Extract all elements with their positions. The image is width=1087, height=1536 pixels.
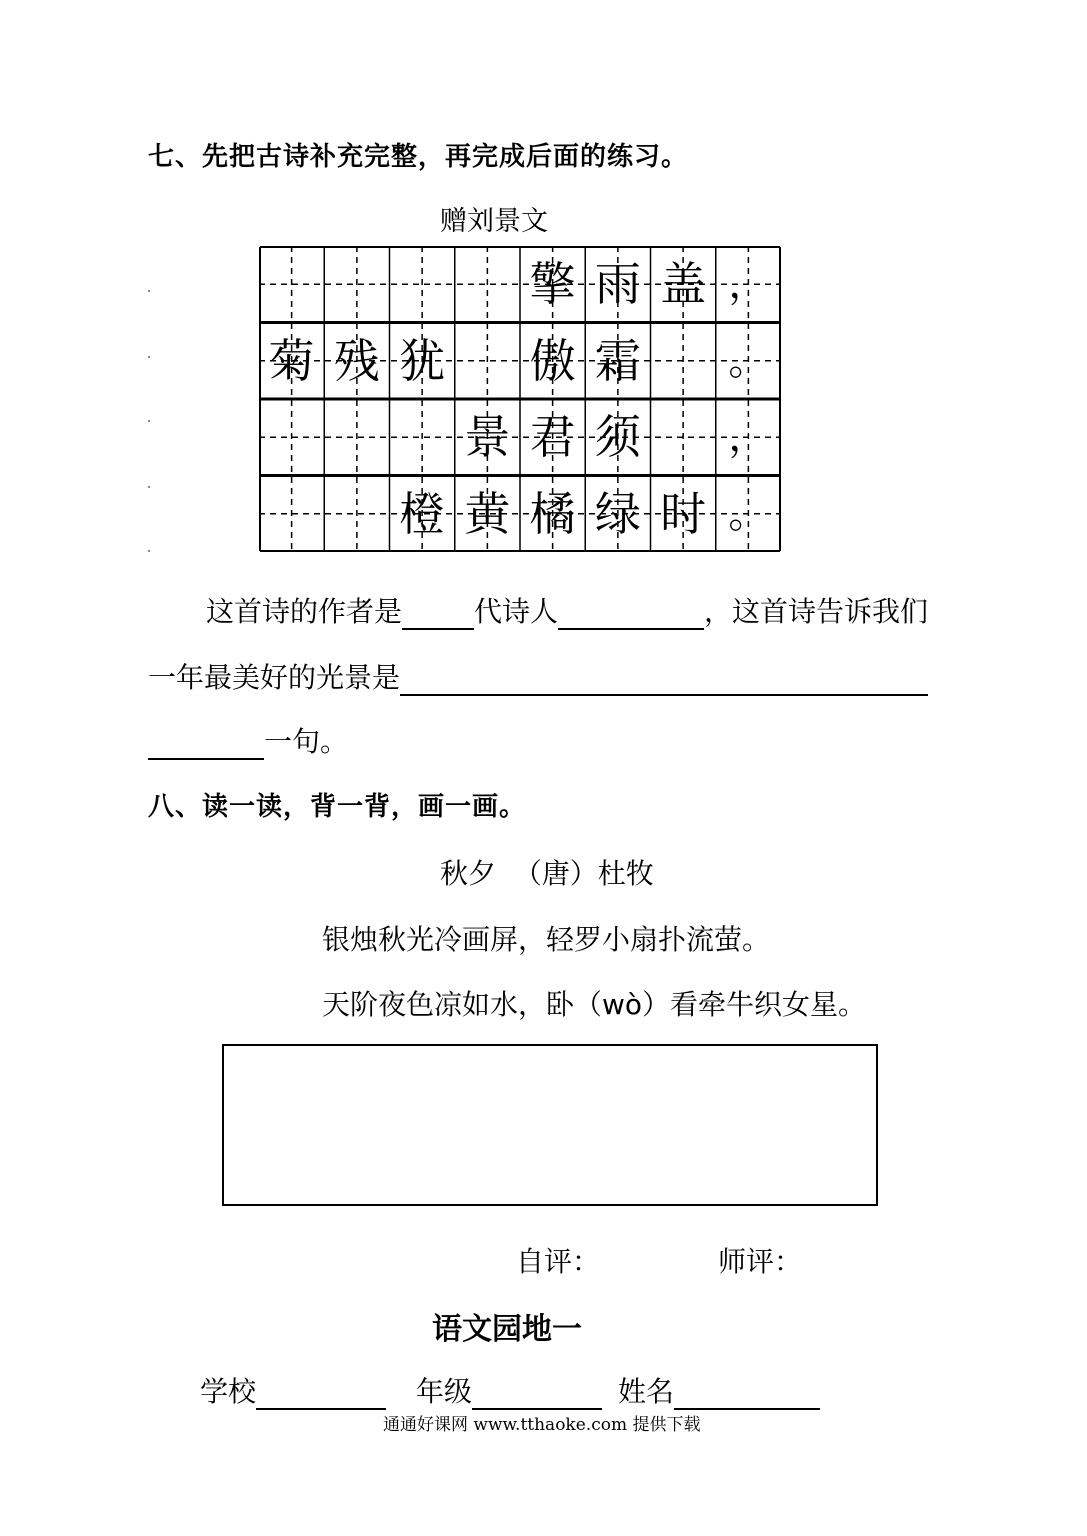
name-label: 姓名 bbox=[618, 1375, 675, 1408]
best-scene-prompt: 一年最美好的光景是 bbox=[148, 661, 401, 694]
poem-writing-grid bbox=[259, 246, 781, 552]
grid-char: ， bbox=[728, 414, 769, 461]
sentence-suffix: 一句。 bbox=[264, 725, 349, 758]
poem-title: 赠刘景文 bbox=[440, 206, 548, 237]
grid-char: 霜 bbox=[594, 333, 641, 388]
self-evaluation-label: 自评： bbox=[516, 1245, 601, 1278]
margin-dot bbox=[148, 486, 150, 488]
margin-dot bbox=[148, 420, 150, 422]
question-line-1 bbox=[206, 590, 928, 630]
grid-blank-cell[interactable] bbox=[259, 246, 324, 323]
grid-char: 菊 bbox=[268, 333, 315, 388]
grid-char: 。 bbox=[728, 490, 769, 537]
author-prompt: 这首诗的作者是 bbox=[206, 595, 403, 628]
school-label: 学校 bbox=[200, 1375, 257, 1408]
grid-char: 。 bbox=[728, 337, 769, 384]
best-scene-blank[interactable] bbox=[400, 668, 928, 696]
student-info-line bbox=[200, 1370, 820, 1410]
grade-blank[interactable] bbox=[472, 1382, 602, 1410]
dynasty-blank[interactable] bbox=[402, 602, 474, 630]
poet-prompt: 代诗人 bbox=[474, 595, 559, 628]
section-7-heading: 七、先把古诗补充完整，再完成后面的练习。 bbox=[148, 142, 689, 172]
poem-line-1: 银烛秋光冷画屏，轻罗小扇扑流萤。 bbox=[322, 923, 771, 956]
grid-char: 橘 bbox=[529, 486, 576, 541]
margin-dot bbox=[148, 356, 150, 358]
poem-line-2: 天阶夜色凉如水，卧（wò）看牵牛织女星。 bbox=[322, 988, 867, 1021]
grid-char: ， bbox=[728, 261, 769, 308]
grid-char: 黄 bbox=[464, 486, 511, 541]
name-blank[interactable] bbox=[674, 1382, 820, 1410]
grid-char: 盖 bbox=[660, 257, 707, 312]
grade-label: 年级 bbox=[416, 1375, 473, 1408]
grid-char: 时 bbox=[660, 486, 707, 541]
grid-char: 橙 bbox=[399, 486, 446, 541]
grid-blank-cell[interactable] bbox=[259, 476, 324, 553]
grid-blank-cell[interactable] bbox=[324, 399, 389, 476]
grid-char: 景 bbox=[464, 410, 511, 465]
grid-blank-cell[interactable] bbox=[651, 323, 716, 400]
drawing-box[interactable] bbox=[222, 1044, 878, 1206]
grid-char: 须 bbox=[594, 410, 641, 465]
grid-blank-cell[interactable] bbox=[390, 246, 455, 323]
school-blank[interactable] bbox=[256, 1382, 386, 1410]
question-line-3 bbox=[148, 720, 348, 760]
teacher-evaluation-label: 师评： bbox=[718, 1245, 803, 1278]
grid-blank-cell[interactable] bbox=[651, 399, 716, 476]
margin-dot bbox=[148, 550, 150, 552]
grid-blank-cell[interactable] bbox=[324, 476, 389, 553]
poem-tells-prompt: ，这首诗告诉我们 bbox=[704, 595, 929, 628]
grid-blank-cell[interactable] bbox=[259, 399, 324, 476]
section-8-heading: 八、读一读，背一背，画一画。 bbox=[148, 792, 527, 822]
question-line-2 bbox=[148, 656, 928, 696]
grid-char: 君 bbox=[529, 410, 576, 465]
best-scene-blank-cont[interactable] bbox=[148, 732, 264, 760]
grid-char: 擎 bbox=[529, 257, 576, 312]
grid-char: 雨 bbox=[594, 257, 641, 312]
next-page-title: 语文园地一 bbox=[432, 1312, 582, 1347]
grid-char: 残 bbox=[333, 333, 380, 388]
grid-blank-cell[interactable] bbox=[455, 323, 520, 400]
grid-blank-cell[interactable] bbox=[455, 246, 520, 323]
grid-blank-cell[interactable] bbox=[390, 399, 455, 476]
poem-title-2: 秋夕 （唐）杜牧 bbox=[440, 857, 654, 890]
grid-char: 傲 bbox=[529, 333, 576, 388]
grid-char: 犹 bbox=[399, 333, 446, 388]
grid-char: 绿 bbox=[594, 486, 641, 541]
footer-credit: 通通好课网 www.tthaoke.com 提供下载 bbox=[383, 1415, 701, 1435]
grid-blank-cell[interactable] bbox=[324, 246, 389, 323]
margin-dot bbox=[148, 290, 150, 292]
poet-name-blank[interactable] bbox=[558, 602, 704, 630]
